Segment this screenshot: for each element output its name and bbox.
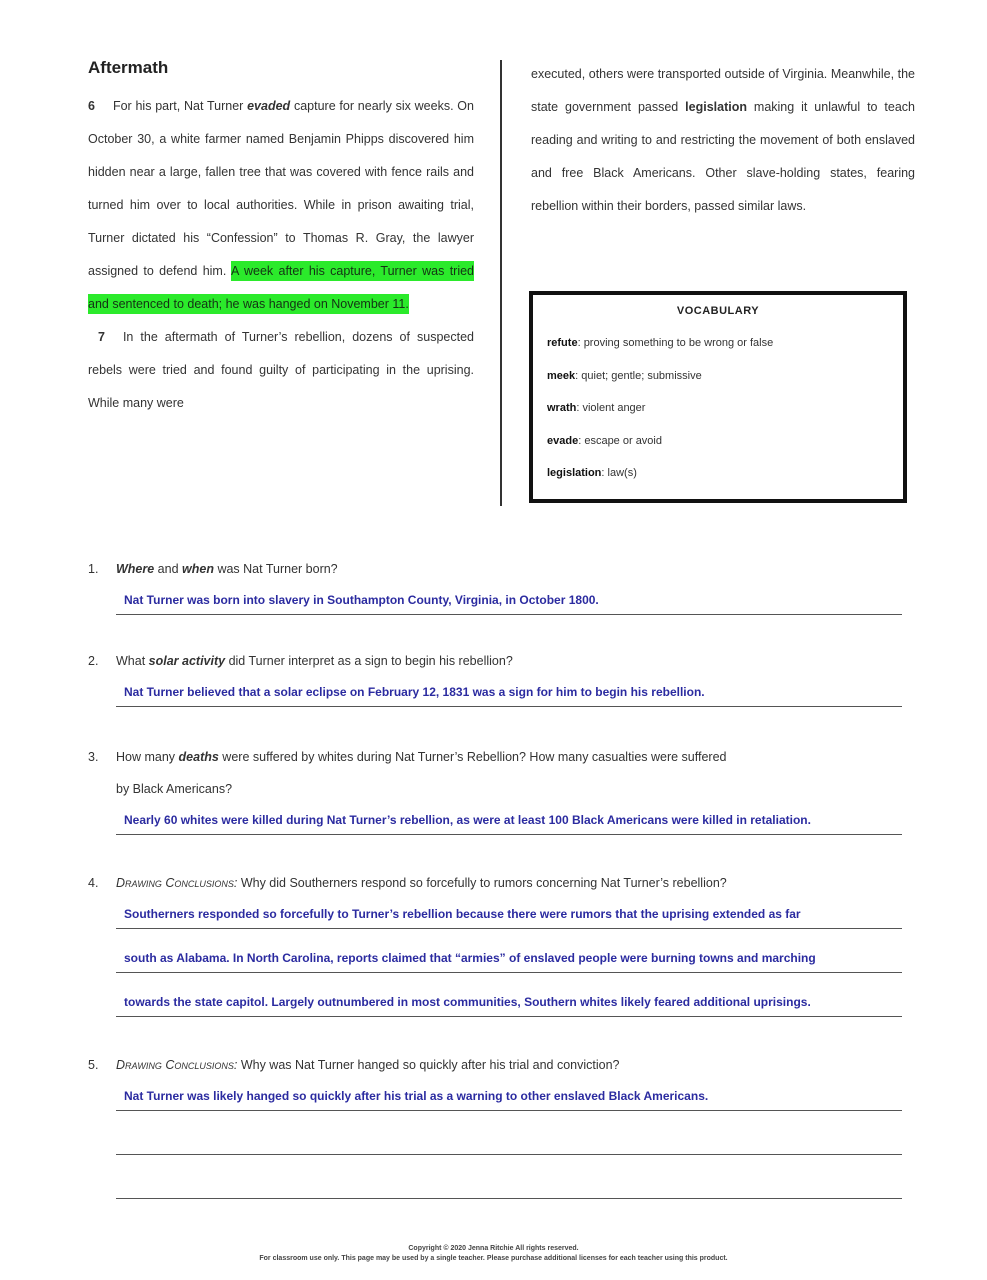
answer-line[interactable]: Southerners responded so forcefully to Turner’s rebellion because there were rumors that the uprising extended as far [116, 899, 902, 929]
question-text [116, 1049, 918, 1081]
vocab-term: evade [547, 434, 579, 447]
question-text-continued: by Black Americans? [116, 782, 233, 796]
vocab-term: meek [547, 369, 576, 382]
paragraph-number: 7 [98, 330, 105, 344]
question-text [116, 741, 918, 773]
paragraph-6 [88, 90, 474, 321]
answer-line[interactable]: Nat Turner was born into slavery in Southampton County, Virginia, in October 1800. [116, 585, 902, 615]
question-1 [88, 553, 918, 615]
question-3 [88, 741, 918, 835]
question-text-part: did Turner interpret as a sign to begin his rebellion? [225, 654, 513, 668]
paragraph-text: executed, others were transported outside of Virginia. Meanwhile, the state government passed [531, 67, 915, 114]
question-text-part: were suffered by whites during Nat Turner’s Rebellion? How many casualties were suffered [218, 750, 727, 764]
copyright-footer [0, 1244, 987, 1264]
answer-line[interactable] [116, 1125, 902, 1155]
question-emphasis: Drawing Conclusions: [116, 876, 238, 890]
question-text-part: and [154, 562, 183, 576]
vocab-term: legislation [547, 467, 602, 479]
question-number: 1. [88, 562, 99, 576]
vocab-item: legislation: law(s) [547, 467, 637, 479]
paragraph-text: In the aftermath of Turner’s rebellion, dozens of suspected rebels were tried and found guilty of participating in the uprising. While many were [88, 330, 474, 410]
paragraph-7 [88, 321, 474, 420]
question-number: 2. [88, 654, 99, 668]
answer-line[interactable] [116, 1169, 902, 1199]
vocab-word-legislation: legislation [685, 100, 747, 114]
left-column [88, 58, 474, 420]
questions-list [88, 553, 918, 1199]
question-text [116, 645, 918, 677]
question-prompt [88, 553, 918, 585]
question-emphasis: Where [116, 562, 155, 576]
vocabulary-box [529, 291, 907, 503]
paragraph-text: capture for nearly six weeks. On October 30, a white farmer named Benjamin Phipps discovered him hidden near a large, fallen tree that was covered with fence rails and turned him over to local authorities. While in prison awaiting trial, Turner dictated his “Confession” to Thomas R. Gray, the lawyer assigned to defend him. [88, 99, 474, 278]
paragraph-number: 6 [88, 99, 95, 113]
vocab-word-evaded: evaded [247, 99, 291, 113]
highlighted-text: A week after his capture, Turner was tried and sentenced to death; he was hanged on November 11. [88, 261, 474, 314]
vocab-term: wrath [547, 402, 577, 414]
vocab-definition: violent anger [582, 402, 646, 414]
question-prompt [88, 1049, 918, 1081]
column-divider [500, 60, 502, 506]
vocab-definition: law(s) [607, 467, 637, 479]
question-prompt [88, 741, 918, 773]
vocab-item: refute: proving something to be wrong or false [547, 337, 774, 349]
question-emphasis: deaths [178, 750, 219, 764]
vocab-definition: escape or avoid [584, 434, 662, 447]
answer-line[interactable]: Nearly 60 whites were killed during Nat Turner’s rebellion, as were at least 100 Black Americans were killed in retaliation. [116, 805, 902, 835]
question-5 [88, 1049, 918, 1199]
vocab-definition: quiet; gentle; submissive [581, 369, 702, 382]
answer-line[interactable]: Nat Turner believed that a solar eclipse on February 12, 1831 was a sign for him to begin his rebellion. [116, 677, 902, 707]
copyright-line: Copyright © 2020 Jenna Ritchie All rights reserved. [408, 1245, 579, 1252]
license-line: For classroom use only. This page may be used by a single teacher. Please purchase additional licenses for each teacher using this product. [259, 1255, 728, 1262]
question-number: 4. [88, 876, 99, 890]
question-text [116, 553, 918, 585]
vocab-term: refute [547, 337, 578, 349]
question-2 [88, 645, 918, 707]
question-text-part: What [116, 654, 149, 668]
paragraph-text: For his part, Nat Turner [112, 99, 248, 113]
question-number: 5. [88, 1058, 99, 1072]
question-number: 3. [88, 750, 99, 764]
question-text [116, 867, 918, 899]
vocab-definition: proving something to be wrong or false [583, 337, 774, 349]
vocab-item: evade: escape or avoid [547, 434, 662, 447]
right-column [531, 58, 915, 223]
question-text-part: Why was Nat Turner hanged so quickly after his trial and conviction? [237, 1058, 620, 1072]
question-emphasis: Drawing Conclusions: [116, 1058, 238, 1072]
question-emphasis: solar activity [148, 654, 226, 668]
vocab-item: wrath: violent anger [547, 402, 646, 414]
paragraph-continued [531, 58, 915, 223]
vocabulary-title: VOCABULARY [676, 305, 760, 317]
question-text-part: was Nat Turner born? [213, 562, 338, 576]
vocab-item: meek: quiet; gentle; submissive [547, 369, 702, 382]
section-heading: Aftermath [88, 58, 169, 77]
answer-line[interactable]: towards the state capitol. Largely outnumbered in most communities, Southern whites likely feared additional uprisings. [116, 987, 902, 1017]
question-text-part: How many [116, 750, 179, 764]
question-prompt [88, 867, 918, 899]
question-prompt [88, 645, 918, 677]
question-4 [88, 867, 918, 1017]
answer-line[interactable]: south as Alabama. In North Carolina, reports claimed that “armies” of enslaved people were burning towns and marching [116, 943, 902, 973]
paragraph-text: making it unlawful to teach reading and writing to and restricting the movement of both enslaved and free Black Americans. Other slave-holding states, fearing rebellion within their borders, passed similar laws. [531, 100, 915, 213]
answer-line[interactable]: Nat Turner was likely hanged so quickly after his trial as a warning to other enslaved Black Americans. [116, 1081, 902, 1111]
question-text-part: Why did Southerners respond so forcefully to rumors concerning Nat Turner’s rebellion? [237, 876, 727, 890]
question-emphasis: when [182, 562, 214, 576]
